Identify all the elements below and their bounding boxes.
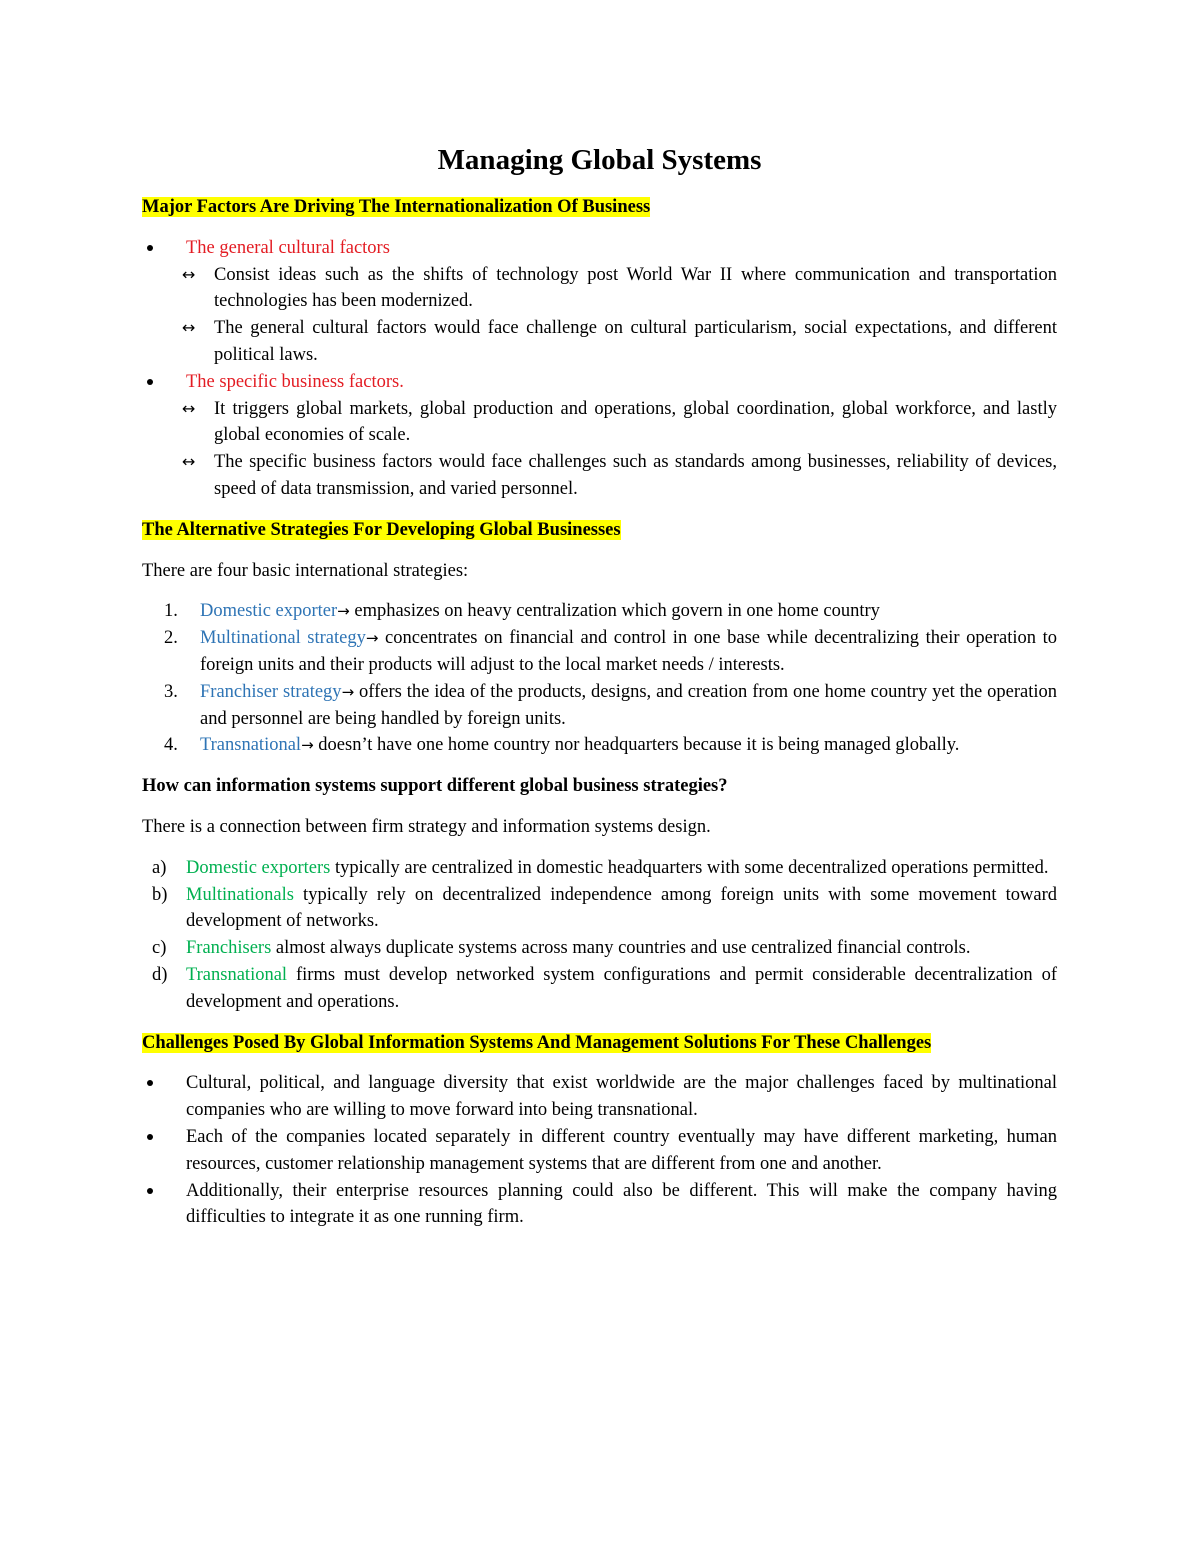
list-item: Additionally, their enterprise resources planning could also be different. This will make the company having difficulties to integrate it as one running firm. <box>142 1178 1057 1232</box>
list-item-general-cultural <box>142 235 1057 262</box>
list-marker: b) <box>152 884 168 905</box>
section-heading-strategies <box>142 517 1057 544</box>
strategies-list <box>142 598 1057 759</box>
item-text: almost always duplicate systems across many countries and use centralized financial controls. <box>271 938 971 959</box>
list-item <box>142 625 1057 679</box>
item-text: typically rely on decentralized independence among foreign units with some movement toward development of networks. <box>186 884 1057 932</box>
list-item <box>142 855 1057 882</box>
is-support-intro: There is a connection between firm strategy and information systems design. <box>142 816 711 837</box>
strategy-text: emphasizes on heavy centralization which govern in one home country <box>349 601 880 622</box>
sub-item <box>142 315 1057 369</box>
item-text: typically are centralized in domestic headquarters with some decentralized operations permitted. <box>330 857 1049 878</box>
strategy-term: Domestic exporters <box>186 857 331 878</box>
strategy-term: Domestic exporter <box>200 601 338 622</box>
sub-item <box>142 262 1057 316</box>
double-arrow-icon: ↔ <box>182 398 196 418</box>
list-marker: a) <box>152 857 167 878</box>
list-item: Each of the companies located separately in different country eventually may have different marketing, human resources, customer relationship management systems that are different from one and another. <box>142 1124 1057 1178</box>
double-arrow-icon: ↔ <box>182 452 196 472</box>
page-title: Managing Global Systems <box>437 144 762 176</box>
strategy-term: Franchiser strategy <box>200 681 342 702</box>
highlighted-heading-text: Challenges Posed By Global Information Systems And Management Solutions For These Challenges <box>142 1032 932 1053</box>
list-marker: d) <box>152 964 168 985</box>
list-item <box>142 882 1057 936</box>
list-item <box>142 598 1057 625</box>
strategy-text: concentrates on financial and control in one base while decentralizing their operation to foreign units and their products will adjust to the local market needs / interests. <box>200 628 1057 675</box>
strategy-term: Transnational <box>186 964 288 985</box>
challenges-list <box>142 1070 1057 1231</box>
sub-item <box>142 396 1057 450</box>
list-item: Cultural, political, and language diversity that exist worldwide are the major challenges faced by multinational companies who are willing to move forward into being transnational. <box>142 1070 1057 1124</box>
list-marker: 3. <box>164 681 178 702</box>
right-arrow-icon: → <box>337 602 350 621</box>
factor-label: The specific business factors. <box>186 371 404 392</box>
strategy-term: Transnational <box>200 735 302 756</box>
right-arrow-icon: → <box>341 682 355 701</box>
double-arrow-icon: ↔ <box>182 318 196 338</box>
strategies-intro: There are four basic international strategies: <box>142 560 469 581</box>
list-item <box>142 732 1057 759</box>
list-item <box>142 935 1057 962</box>
strategy-text: offers the idea of the products, designs, and creation from one home country yet the operation and personnel are being handled by foreign units. <box>200 681 1057 729</box>
section-heading-is-support: How can information systems support different global business strategies? <box>142 776 728 797</box>
item-text: firms must develop networked system configurations and permit considerable decentralization of development and operations. <box>186 964 1057 1012</box>
document-page <box>142 140 1057 1245</box>
strategy-term: Multinationals <box>186 884 294 905</box>
list-marker: 4. <box>164 735 178 756</box>
right-arrow-icon: → <box>365 629 379 648</box>
sub-item-text: Consist ideas such as the shifts of technology post World War II where communication and transportation technologies has been modernized. <box>214 264 1057 312</box>
sub-item-text: The specific business factors would face challenges such as standards among businesses, reliability of devices, speed of data transmission, and varied personnel. <box>214 452 1057 499</box>
highlighted-heading-text: The Alternative Strategies For Developing Global Businesses <box>142 519 621 540</box>
section-heading-drivers <box>142 194 1057 221</box>
sub-item-text: It triggers global markets, global production and operations, global coordination, global workforce, and lastly global economies of scale. <box>214 398 1057 446</box>
factor-label: The general cultural factors <box>186 237 390 258</box>
right-arrow-icon: → <box>301 736 314 755</box>
strategy-text: doesn’t have one home country nor headquarters because it is being managed globally. <box>313 735 960 756</box>
list-item <box>142 679 1057 733</box>
is-support-list <box>142 855 1057 1016</box>
sub-item <box>142 449 1057 503</box>
list-marker: 2. <box>164 628 178 649</box>
double-arrow-icon: ↔ <box>182 264 196 284</box>
highlighted-heading-text: Major Factors Are Driving The Internationalization Of Business <box>142 197 651 217</box>
section-heading-challenges <box>142 1030 1057 1057</box>
list-item <box>142 962 1057 1016</box>
list-marker: 1. <box>164 601 178 622</box>
strategy-term: Multinational strategy <box>200 628 366 649</box>
list-marker: c) <box>152 938 167 959</box>
list-item-specific-business <box>142 369 1057 396</box>
strategy-term: Franchisers <box>186 938 272 959</box>
sub-item-text: The general cultural factors would face challenge on cultural particularism, social expectations, and different political laws. <box>214 318 1057 365</box>
driver-factors-list <box>142 235 1057 503</box>
